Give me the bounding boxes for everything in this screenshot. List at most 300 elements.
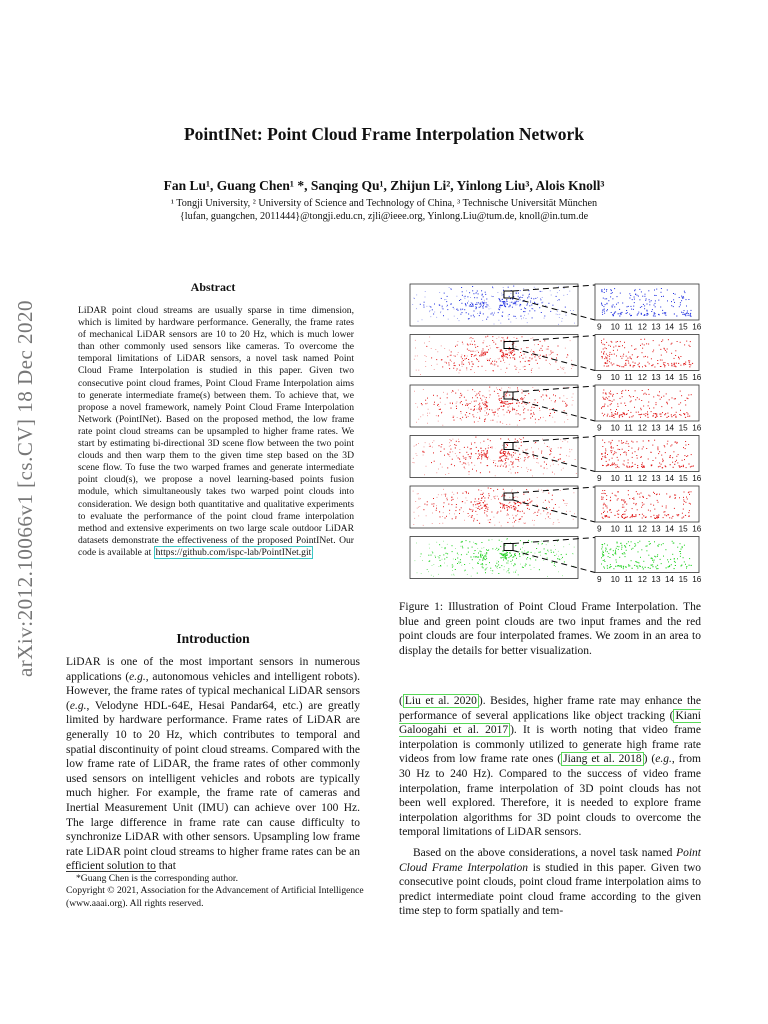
point xyxy=(476,417,477,418)
point xyxy=(476,307,477,308)
point xyxy=(520,304,521,305)
point xyxy=(488,414,489,415)
point xyxy=(474,518,475,519)
point xyxy=(675,495,676,496)
point xyxy=(628,564,629,565)
point xyxy=(643,568,644,569)
point xyxy=(548,346,549,347)
point xyxy=(617,365,618,366)
point xyxy=(566,455,567,456)
point xyxy=(512,299,513,300)
tick-label: 16 xyxy=(692,322,702,332)
point xyxy=(517,440,518,441)
point xyxy=(531,298,532,299)
point xyxy=(552,562,553,563)
point xyxy=(530,502,531,503)
point xyxy=(456,370,457,371)
point xyxy=(491,512,492,513)
point xyxy=(470,456,471,457)
point xyxy=(504,507,505,508)
point xyxy=(562,575,563,576)
point xyxy=(534,520,535,521)
point xyxy=(477,548,478,549)
point xyxy=(515,366,516,367)
point xyxy=(686,306,687,307)
point xyxy=(529,565,530,566)
point xyxy=(414,518,415,519)
point xyxy=(453,416,454,417)
point xyxy=(510,351,511,352)
point xyxy=(501,553,502,554)
point xyxy=(441,346,442,347)
point xyxy=(454,365,455,366)
point xyxy=(511,563,512,564)
point xyxy=(487,451,488,452)
point xyxy=(612,307,613,308)
point xyxy=(471,444,472,445)
point xyxy=(609,354,610,355)
point xyxy=(638,449,639,450)
point xyxy=(471,409,472,410)
point xyxy=(680,365,681,366)
point xyxy=(471,356,472,357)
point xyxy=(571,449,572,450)
point xyxy=(469,515,470,516)
point xyxy=(616,355,617,356)
point xyxy=(614,306,615,307)
point xyxy=(566,314,567,315)
point xyxy=(626,356,627,357)
point xyxy=(471,337,472,338)
point xyxy=(657,447,658,448)
point xyxy=(602,357,603,358)
point xyxy=(634,546,635,547)
point xyxy=(456,507,457,508)
point xyxy=(525,418,526,419)
point xyxy=(661,455,662,456)
point xyxy=(501,356,502,357)
point xyxy=(622,414,623,415)
point xyxy=(644,315,645,316)
point xyxy=(476,358,477,359)
point xyxy=(621,366,622,367)
point xyxy=(507,505,508,506)
point xyxy=(472,511,473,512)
point xyxy=(527,508,528,509)
point xyxy=(509,424,510,425)
point xyxy=(688,516,689,517)
point xyxy=(674,558,675,559)
point xyxy=(513,467,514,468)
point xyxy=(502,337,503,338)
point xyxy=(638,412,639,413)
point xyxy=(488,540,489,541)
point xyxy=(502,401,503,402)
point xyxy=(453,416,454,417)
point xyxy=(662,459,663,460)
abstract-heading: Abstract xyxy=(190,280,236,294)
point xyxy=(439,406,440,407)
point xyxy=(624,403,625,404)
point xyxy=(508,306,509,307)
point xyxy=(505,354,506,355)
point xyxy=(503,453,504,454)
point xyxy=(562,368,563,369)
point xyxy=(416,370,417,371)
point xyxy=(637,465,638,466)
point xyxy=(574,513,575,514)
point xyxy=(483,305,484,306)
point xyxy=(634,349,635,350)
point xyxy=(442,523,443,524)
citation-jiang-2018[interactable]: Jiang et al. 2018 xyxy=(563,753,642,766)
point xyxy=(534,344,535,345)
point xyxy=(567,354,568,355)
point xyxy=(535,442,536,443)
tick-label: 11 xyxy=(624,322,633,332)
point xyxy=(441,494,442,495)
point xyxy=(671,363,672,364)
point xyxy=(466,498,467,499)
point xyxy=(481,400,482,401)
point xyxy=(680,410,681,411)
point xyxy=(457,354,458,355)
point xyxy=(491,296,492,297)
point xyxy=(499,398,500,399)
point xyxy=(565,403,566,404)
point xyxy=(618,549,619,550)
point xyxy=(478,453,479,454)
point xyxy=(604,313,605,314)
point xyxy=(653,562,654,563)
point xyxy=(522,547,523,548)
point xyxy=(616,342,617,343)
point xyxy=(614,451,615,452)
point xyxy=(670,464,671,465)
point xyxy=(624,413,625,414)
point xyxy=(684,292,685,293)
point xyxy=(528,296,529,297)
point xyxy=(557,314,558,315)
point xyxy=(464,309,465,310)
point xyxy=(479,409,480,410)
point xyxy=(462,547,463,548)
point xyxy=(452,492,453,493)
point xyxy=(501,340,502,341)
point xyxy=(679,497,680,498)
point xyxy=(669,457,670,458)
point xyxy=(665,452,666,453)
point xyxy=(440,451,441,452)
point xyxy=(466,464,467,465)
point xyxy=(504,415,505,416)
point xyxy=(654,560,655,561)
point xyxy=(602,551,603,552)
point xyxy=(444,362,445,363)
point xyxy=(416,444,417,445)
point xyxy=(516,293,517,294)
citation-kiani-2017[interactable]: Kiani Galoogahi et al. 2017 xyxy=(399,709,701,737)
point xyxy=(466,358,467,359)
point xyxy=(510,305,511,306)
point xyxy=(517,387,518,388)
point xyxy=(650,504,651,505)
point xyxy=(617,542,618,543)
point xyxy=(684,501,685,502)
point xyxy=(520,369,521,370)
point xyxy=(486,457,487,458)
point xyxy=(511,454,512,455)
point xyxy=(518,293,519,294)
point xyxy=(688,395,689,396)
point xyxy=(484,340,485,341)
point xyxy=(604,543,605,544)
point xyxy=(546,553,547,554)
point xyxy=(500,361,501,362)
point xyxy=(631,306,632,307)
point xyxy=(617,457,618,458)
point xyxy=(604,292,605,293)
point xyxy=(635,464,636,465)
point xyxy=(478,421,479,422)
point xyxy=(471,516,472,517)
point xyxy=(414,359,415,360)
tick-label: 13 xyxy=(651,423,661,433)
point xyxy=(471,557,472,558)
point xyxy=(450,360,451,361)
point xyxy=(487,515,488,516)
point xyxy=(612,314,613,315)
point xyxy=(521,445,522,446)
point xyxy=(473,416,474,417)
right-p2-b: is studied in this paper. Given two consecutive point clouds, point cloud frame interpolation aims to predict intermediate point cloud frame according to the given time step to form spatially and tem- xyxy=(399,861,701,918)
point xyxy=(498,561,499,562)
introduction-body xyxy=(66,655,360,874)
point xyxy=(665,312,666,313)
point xyxy=(629,298,630,299)
point xyxy=(623,566,624,567)
point xyxy=(660,559,661,560)
point xyxy=(505,556,506,557)
point xyxy=(667,363,668,364)
point xyxy=(507,538,508,539)
point xyxy=(603,512,604,513)
point xyxy=(625,556,626,557)
point xyxy=(519,502,520,503)
point xyxy=(625,363,626,364)
point xyxy=(455,518,456,519)
point xyxy=(539,350,540,351)
point xyxy=(427,413,428,414)
point xyxy=(606,394,607,395)
point xyxy=(494,312,495,313)
point xyxy=(547,349,548,350)
point xyxy=(602,456,603,457)
point xyxy=(477,504,478,505)
point xyxy=(503,302,504,303)
point xyxy=(501,558,502,559)
point xyxy=(558,519,559,520)
point xyxy=(529,357,530,358)
point xyxy=(484,302,485,303)
point xyxy=(526,305,527,306)
point xyxy=(533,309,534,310)
point xyxy=(667,349,668,350)
point xyxy=(486,454,487,455)
point xyxy=(500,350,501,351)
point xyxy=(641,507,642,508)
point xyxy=(555,395,556,396)
point xyxy=(455,356,456,357)
point xyxy=(535,443,536,444)
point xyxy=(649,408,650,409)
point xyxy=(487,409,488,410)
point xyxy=(660,360,661,361)
point xyxy=(514,354,515,355)
point xyxy=(538,449,539,450)
point xyxy=(617,546,618,547)
point xyxy=(548,303,549,304)
point xyxy=(605,298,606,299)
point xyxy=(638,296,639,297)
point xyxy=(641,339,642,340)
point xyxy=(490,568,491,569)
point xyxy=(623,413,624,414)
point xyxy=(451,303,452,304)
copyright-note: Copyright © 2021, Association for the Advancement of Artificial Intelligence (www.aaai.org). All rights reserved. xyxy=(66,885,364,909)
point xyxy=(684,310,685,311)
point xyxy=(679,306,680,307)
point xyxy=(429,311,430,312)
point xyxy=(534,310,535,311)
point xyxy=(433,506,434,507)
point xyxy=(505,342,506,343)
point xyxy=(659,451,660,452)
point xyxy=(447,453,448,454)
point xyxy=(429,548,430,549)
point xyxy=(506,557,507,558)
point xyxy=(504,491,505,492)
point xyxy=(636,503,637,504)
tick-label: 13 xyxy=(651,524,661,534)
point xyxy=(506,395,507,396)
point xyxy=(457,345,458,346)
point xyxy=(462,309,463,310)
point xyxy=(563,500,564,501)
point xyxy=(602,556,603,557)
point xyxy=(623,554,624,555)
point xyxy=(668,416,669,417)
point xyxy=(558,309,559,310)
point xyxy=(644,344,645,345)
point xyxy=(622,345,623,346)
point xyxy=(526,347,527,348)
point xyxy=(637,295,638,296)
point xyxy=(603,518,604,519)
point xyxy=(501,349,502,350)
point xyxy=(462,364,463,365)
point xyxy=(498,347,499,348)
point xyxy=(623,514,624,515)
point xyxy=(502,555,503,556)
point xyxy=(515,303,516,304)
point xyxy=(479,407,480,408)
point xyxy=(621,403,622,404)
point xyxy=(487,511,488,512)
point xyxy=(629,545,630,546)
point xyxy=(480,551,481,552)
point xyxy=(556,296,557,297)
point xyxy=(534,567,535,568)
point xyxy=(689,366,690,367)
point xyxy=(628,410,629,411)
code-link[interactable]: https://github.com/ispc-lab/PointINet.git xyxy=(155,546,312,558)
point xyxy=(432,447,433,448)
point xyxy=(617,543,618,544)
point xyxy=(667,403,668,404)
point xyxy=(480,313,481,314)
point xyxy=(445,474,446,475)
point xyxy=(484,510,485,511)
point xyxy=(625,365,626,366)
point xyxy=(436,359,437,360)
point xyxy=(574,323,575,324)
point xyxy=(673,467,674,468)
point xyxy=(506,555,507,556)
point xyxy=(451,575,452,576)
point xyxy=(674,366,675,367)
tick-label: 13 xyxy=(651,373,661,382)
citation-liu-2020[interactable]: Liu et al. 2020 xyxy=(404,695,477,707)
point xyxy=(564,367,565,368)
point xyxy=(510,302,511,303)
point xyxy=(504,569,505,570)
point xyxy=(686,299,687,300)
point xyxy=(502,452,503,453)
point xyxy=(486,299,487,300)
point xyxy=(628,446,629,447)
point xyxy=(632,568,633,569)
point xyxy=(548,516,549,517)
point xyxy=(523,494,524,495)
point xyxy=(538,543,539,544)
point xyxy=(690,313,691,314)
point xyxy=(459,513,460,514)
point xyxy=(610,400,611,401)
point xyxy=(654,312,655,313)
point xyxy=(636,455,637,456)
point xyxy=(479,403,480,404)
point xyxy=(629,466,630,467)
point xyxy=(613,363,614,364)
point xyxy=(690,466,691,467)
point xyxy=(603,392,604,393)
tick-label: 15 xyxy=(678,423,688,433)
point xyxy=(621,549,622,550)
point xyxy=(659,414,660,415)
point xyxy=(571,368,572,369)
point xyxy=(455,548,456,549)
point xyxy=(468,548,469,549)
point xyxy=(659,345,660,346)
point xyxy=(609,557,610,558)
point xyxy=(515,504,516,505)
point xyxy=(516,413,517,414)
point xyxy=(450,355,451,356)
point xyxy=(474,341,475,342)
point xyxy=(464,462,465,463)
point xyxy=(510,403,511,404)
